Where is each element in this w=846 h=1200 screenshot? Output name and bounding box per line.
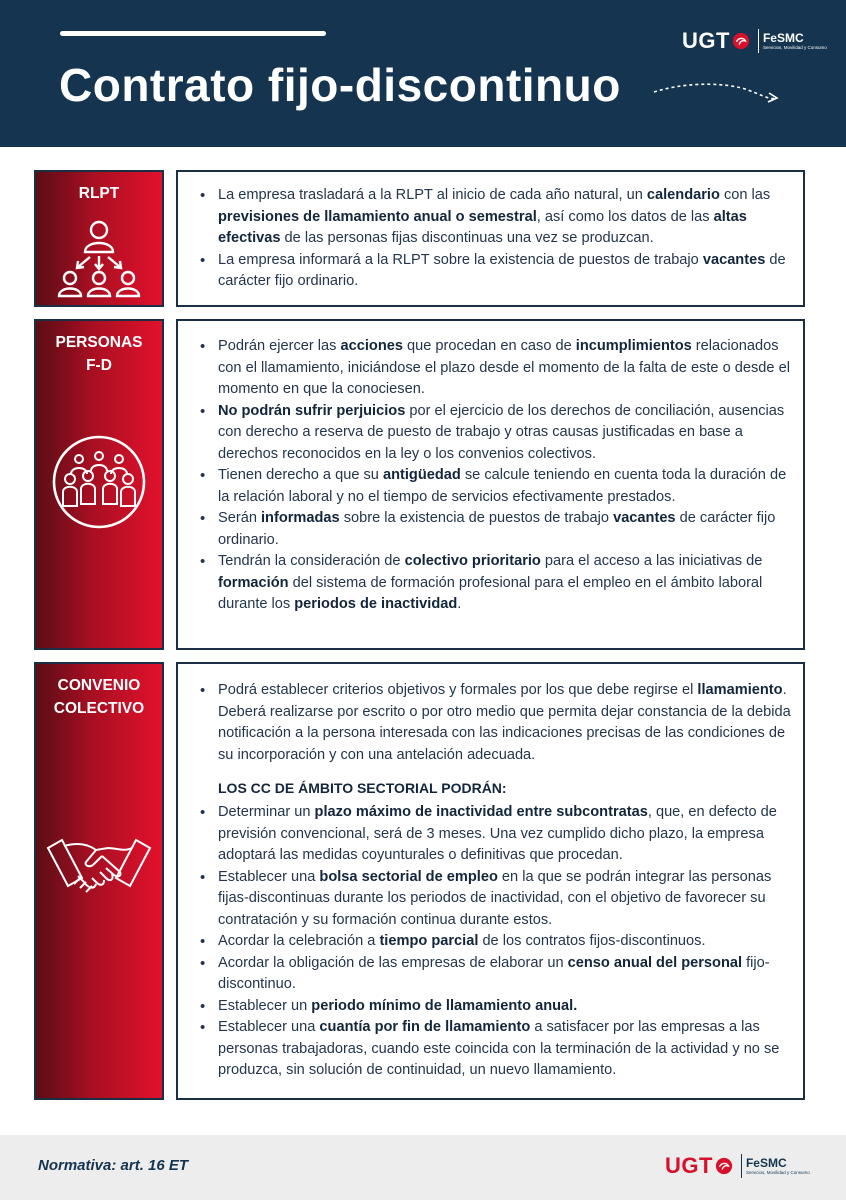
section-content-personas-fd <box>176 319 805 650</box>
logo-org-name: FeSMC <box>762 30 804 45</box>
section-label-personas-fd <box>34 319 164 650</box>
header-rule <box>60 31 326 36</box>
section-content-convenio <box>176 662 805 1100</box>
bold-text: vacantes <box>613 510 676 526</box>
bullet-item <box>178 250 803 293</box>
text: para el acceso a las iniciativas de <box>540 553 763 569</box>
bullet-item <box>178 185 803 250</box>
section-label-text <box>36 321 162 377</box>
bold-text: llamamiento <box>697 682 783 698</box>
text: Establecer una <box>218 868 320 885</box>
bullet-item <box>178 867 803 932</box>
bullet-item <box>178 931 803 953</box>
bold-text: cuantía por fin de llamamiento <box>319 1019 531 1035</box>
logo-brand: UGT <box>682 28 730 53</box>
handshake-icon <box>44 834 154 904</box>
text: de carácter fijo ordinario. <box>218 510 776 548</box>
logo-org <box>746 1157 810 1176</box>
text: sobre la existencia de puestos de trabajo <box>339 510 614 526</box>
text: Tienen derecho a que su <box>218 467 383 483</box>
bullet-item <box>178 1017 803 1082</box>
bullet-list <box>178 336 803 616</box>
bold-text: antigüedad <box>382 467 461 483</box>
hierarchy-people-icon <box>54 216 144 304</box>
section-label-text <box>36 172 162 205</box>
normativa-text: Normativa: art. 16 ET <box>38 1157 189 1174</box>
text: a satisfacer por las empresas a las personas trabajadoras, cuando este coincida con la terminación de la actividad y no se produzca, sin solución de continuidad, un nuevo llamamiento. <box>218 1019 780 1078</box>
logo-org <box>763 32 827 51</box>
bullet-list <box>178 802 803 1082</box>
logo-org-sub: Servicios, Movilidad y Consumo <box>762 44 827 50</box>
text: Establecer una <box>218 1019 320 1035</box>
section-label-convenio <box>34 662 164 1100</box>
logo-org-name: FeSMC <box>745 1155 787 1170</box>
bold-text: altas efectivas <box>218 208 747 246</box>
text: Podrá establecer criterios objetivos y formales por los que debe regirse el <box>218 682 698 698</box>
text: de carácter fijo ordinario. <box>218 251 786 289</box>
bullet-list <box>178 680 803 766</box>
page-title: Contrato fijo-discontinuo <box>59 59 621 111</box>
text: se calcule teniendo en cuenta toda la duración de la relación laboral y no el tiempo de servicios efectivamente prestados. <box>218 467 787 505</box>
bold-text: periodo mínimo de llamamiento anual. <box>311 997 578 1014</box>
text: fijo-discontinuo. <box>218 954 770 992</box>
bullet-item <box>178 551 803 616</box>
text: relacionados con el llamamiento, iniciándose el plazo desde el momento de la falta de este o desde el momento en que la conociesen. <box>218 338 790 397</box>
ugt-fesmc-logo <box>682 28 827 54</box>
label-line: F-D <box>86 357 112 374</box>
bold-text: informadas <box>261 510 340 526</box>
bullet-list <box>178 185 803 293</box>
section-label-rlpt <box>34 170 164 307</box>
label-line: RLPT <box>78 185 120 202</box>
text: . <box>457 596 462 612</box>
group-people-icon <box>51 434 147 530</box>
text: Acordar la obligación de las empresas de elaborar un <box>218 954 568 971</box>
logo-brand: UGT <box>665 1153 713 1178</box>
text: del sistema de formación profesional para el empleo en el ámbito laboral durante los <box>218 574 763 612</box>
text: Determinar un <box>218 804 315 820</box>
text: por el ejercicio de los derechos de conciliación, ausencias con derecho a reserva de puesto de trabajo y otras causas justificadas en base a derechos reconocidos en la ley o los convenios colectivos. <box>218 402 785 462</box>
bold-text: bolsa sectorial de empleo <box>319 868 498 885</box>
bold-text: previsiones de llamamiento anual o semestral <box>218 208 537 225</box>
bullet-item <box>178 996 803 1018</box>
dotted-arrow-icon <box>652 80 780 106</box>
text: Establecer un <box>218 997 312 1014</box>
page-footer <box>0 1135 846 1200</box>
label-line: COLECTIVO <box>53 700 145 717</box>
bold-text: tiempo parcial <box>379 933 479 949</box>
bold-text: periodos de inactividad <box>294 596 458 612</box>
logo-separator <box>741 1154 742 1178</box>
logo-separator <box>758 29 759 53</box>
bullet-item <box>178 680 803 766</box>
label-line: PERSONAS <box>55 334 143 351</box>
text: que procedan en caso de <box>402 338 576 354</box>
bullet-item <box>178 508 803 551</box>
text: de las personas fijas discontinuas una vez se produzcan. <box>280 230 654 246</box>
bullet-item <box>178 802 803 867</box>
text: Podrán ejercer las <box>218 338 341 354</box>
section-content-rlpt <box>176 170 805 307</box>
rose-icon <box>715 1157 733 1175</box>
ugt-fesmc-logo <box>665 1153 810 1179</box>
text: Serán <box>218 510 261 526</box>
text: La empresa informará a la RLPT sobre la existencia de puestos de trabajo <box>218 251 703 268</box>
bullet-item <box>178 465 803 508</box>
rose-icon <box>732 32 750 50</box>
bold-text: plazo máximo de inactividad entre subcontratas <box>314 804 648 820</box>
text: La empresa trasladará a la RLPT al inicio de cada año natural, un <box>218 187 647 203</box>
bold-text: acciones <box>340 338 403 354</box>
section-label-text <box>36 664 162 720</box>
bold-text: censo anual del personal <box>567 954 743 971</box>
bold-text: incumplimientos <box>575 338 692 354</box>
bold-text: formación <box>218 574 289 591</box>
text: en la que se podrán integrar las personas fijas-discontinuas durante los periodos de inactividad, con el objetivo de favorecer su contratación y su formación continua durante estos. <box>218 868 772 928</box>
text: Tendrán la consideración de <box>218 553 405 569</box>
bullet-item <box>178 336 803 401</box>
logo-org-sub: Servicios, Movilidad y Consumo <box>745 1169 810 1175</box>
page-header <box>0 0 846 147</box>
label-line: CONVENIO <box>57 677 141 694</box>
text: , así como los datos de las <box>536 208 714 225</box>
bullet-item <box>178 401 803 466</box>
text: Acordar la celebración a <box>218 933 380 949</box>
text: de los contratos fijos-discontinuos. <box>478 933 706 949</box>
bold-text: colectivo prioritario <box>404 553 541 569</box>
text: . Deberá realizarse por escrito o por otro medio que permita dejar constancia de la debida notificación a la persona interesada con las indicaciones precisas de las condiciones de su incorporación y con una antelación adecuada. <box>218 682 791 763</box>
text: , que, en defecto de previsión convencional, será de 3 meses. Una vez cumplido dicho plazo, la empresa adoptará las medidas coyunturales o definitivas que procedan. <box>218 804 777 863</box>
bold-text: No podrán sufrir perjuicios <box>218 402 406 419</box>
bullet-item <box>178 953 803 996</box>
text: con las <box>719 187 771 203</box>
bold-text: vacantes <box>702 251 766 268</box>
bold-text: calendario <box>646 187 720 203</box>
subheading: LOS CC DE ÁMBITO SECTORIAL PODRÁN: <box>218 780 507 796</box>
